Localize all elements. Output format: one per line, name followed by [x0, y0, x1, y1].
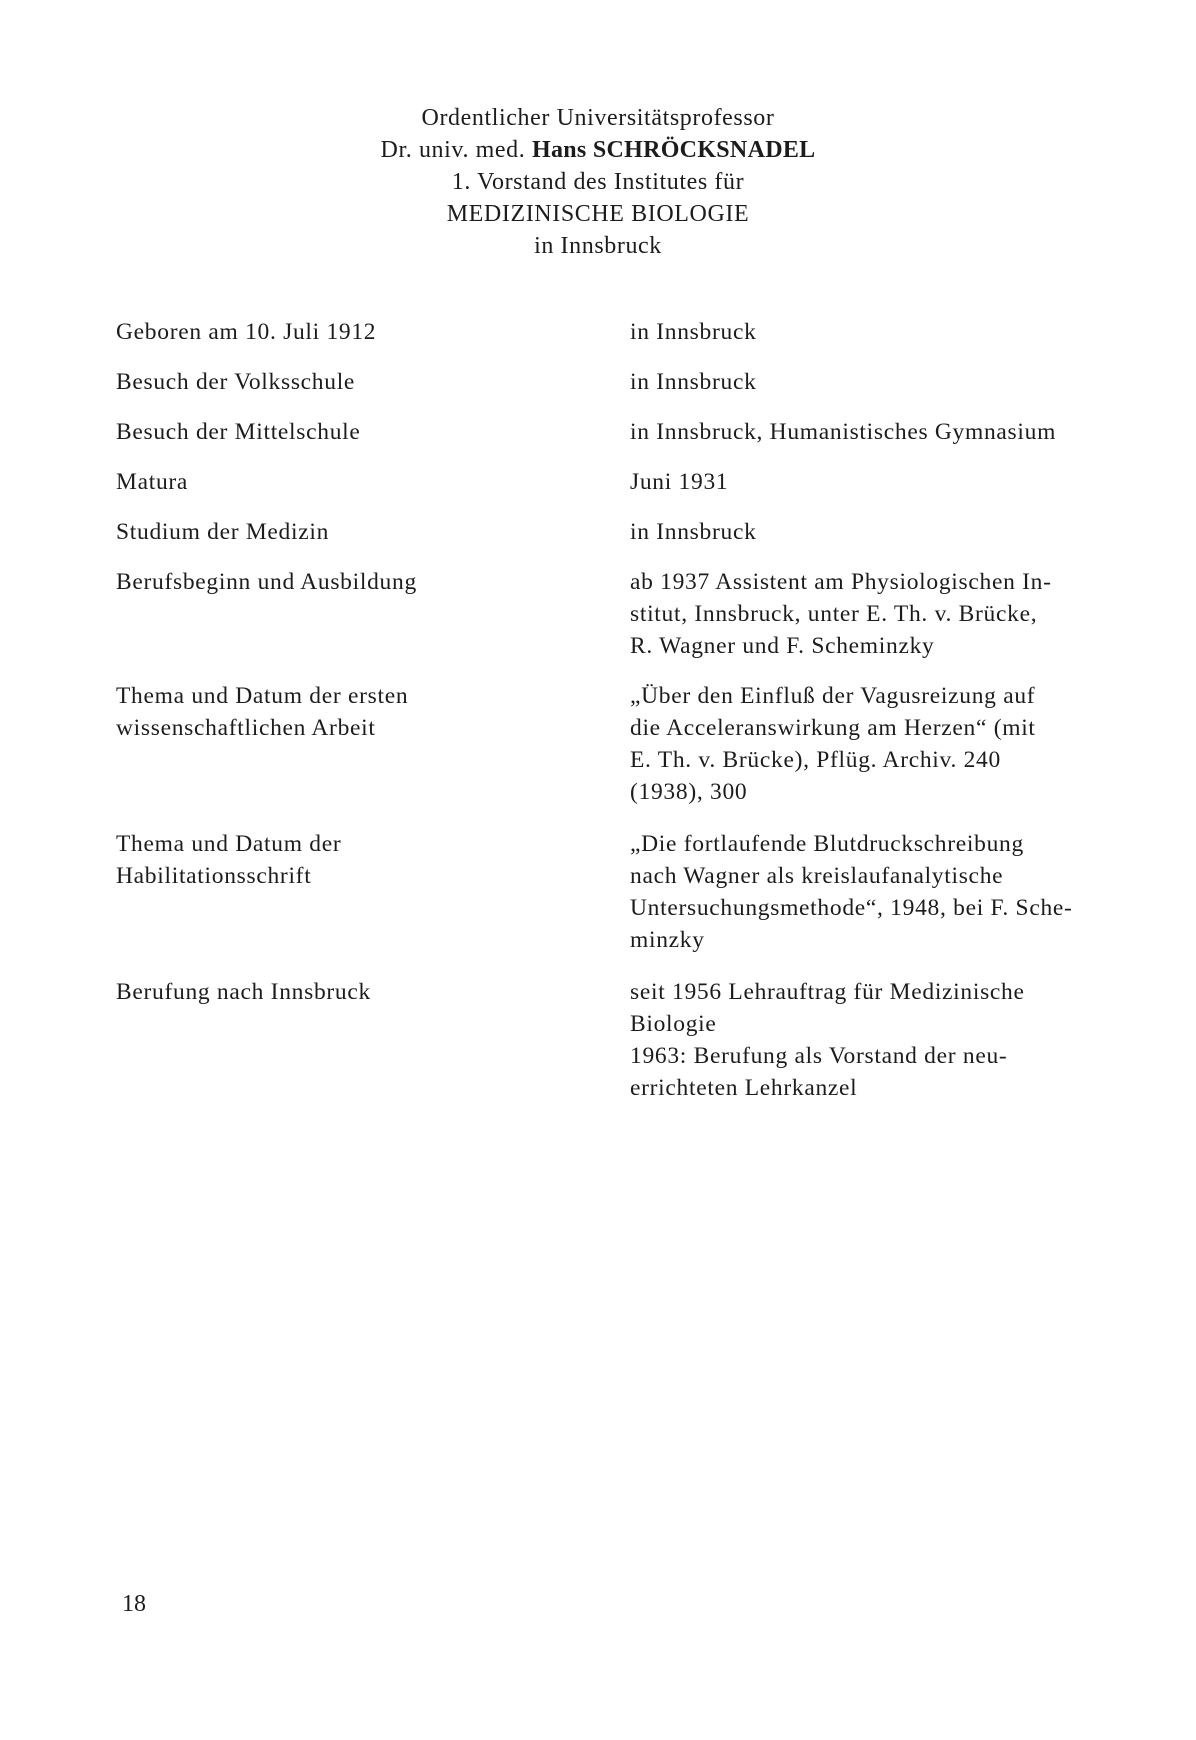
page-number: 18 — [122, 1591, 146, 1617]
cv-row-label — [116, 976, 630, 1008]
cv-label-line: Berufung nach Innsbruck — [116, 979, 371, 1005]
cv-value-line: Biologie — [630, 1011, 717, 1037]
cv-row — [116, 516, 1116, 548]
cv-value-line: stitut, Innsbruck, unter E. Th. v. Brücke, — [630, 601, 1038, 627]
cv-row-label — [116, 416, 630, 448]
cv-row-value — [630, 516, 1116, 548]
header-institute-line: MEDIZINISCHE BIOLOGIE — [446, 201, 750, 227]
header-name-line — [0, 134, 1196, 166]
cv-row-value — [630, 416, 1116, 448]
cv-value-line: minzky — [630, 927, 705, 953]
cv-row — [116, 466, 1116, 498]
cv-label-line: Studium der Medizin — [116, 519, 330, 545]
cv-value-line: R. Wagner und F. Scheminzky — [630, 633, 935, 659]
cv-value-line: in Innsbruck — [630, 319, 757, 345]
cv-value-line: die Acceleranswirkung am Herzen“ (mit — [630, 715, 1036, 741]
cv-row-value — [630, 366, 1116, 398]
header-name: Hans SCHRÖCKSNADEL — [531, 137, 816, 163]
cv-label-line: Habilitationsschrift — [116, 863, 312, 889]
cv-label-line: Besuch der Volksschule — [116, 369, 356, 395]
cv-row-value — [630, 828, 1116, 956]
cv-label-line: Besuch der Mittelschule — [116, 419, 361, 445]
header-position-line: 1. Vorstand des Institutes für — [451, 169, 745, 195]
cv-row — [116, 828, 1116, 956]
cv-row-value — [630, 976, 1116, 1104]
cv-row-value — [630, 566, 1116, 662]
header-block — [0, 102, 1196, 262]
cv-label-line: Berufsbeginn und Ausbildung — [116, 569, 417, 595]
header-title-line: Ordentlicher Universitätsprofessor — [421, 105, 775, 131]
cv-value-line: „Die fortlaufende Blutdruckschreibung — [630, 831, 1024, 857]
cv-value-line: nach Wagner als kreislaufanalytische — [630, 863, 1004, 889]
header-degree: Dr. univ. med. — [380, 137, 532, 163]
cv-row-value — [630, 466, 1116, 498]
cv-label-line: Thema und Datum der — [116, 831, 342, 857]
cv-row — [116, 566, 1116, 662]
cv-row-label — [116, 316, 630, 348]
cv-row-label — [116, 680, 630, 744]
cv-label-line: wissenschaftlichen Arbeit — [116, 715, 376, 741]
cv-value-line: seit 1956 Lehrauftrag für Medizinische — [630, 979, 1025, 1005]
cv-value-line: Untersuchungsmethode“, 1948, bei F. Sche- — [630, 895, 1073, 921]
cv-row — [116, 366, 1116, 398]
cv-value-line: ab 1937 Assistent am Physiologischen In- — [630, 569, 1052, 595]
cv-row — [116, 680, 1116, 808]
cv-row-label — [116, 516, 630, 548]
cv-table — [116, 316, 1116, 1104]
cv-row-label — [116, 828, 630, 892]
cv-row-value — [630, 680, 1116, 808]
cv-label-line: Matura — [116, 469, 189, 495]
cv-value-line: „Über den Einfluß der Vagusreizung auf — [630, 683, 1036, 709]
cv-row — [116, 316, 1116, 348]
cv-value-line: in Innsbruck, Humanistisches Gymnasium — [630, 419, 1057, 445]
cv-row-label — [116, 366, 630, 398]
cv-label-line: Thema und Datum der ersten — [116, 683, 409, 709]
cv-value-line: in Innsbruck — [630, 519, 757, 545]
cv-row — [116, 976, 1116, 1104]
cv-label-line: Geboren am 10. Juli 1912 — [116, 319, 377, 345]
cv-value-line: (1938), 300 — [630, 779, 748, 805]
cv-value-line: E. Th. v. Brücke), Pflüg. Archiv. 240 — [630, 747, 1001, 773]
cv-value-line: Juni 1931 — [630, 469, 729, 495]
header-location-line: in Innsbruck — [534, 233, 662, 259]
cv-value-line: errichteten Lehrkanzel — [630, 1075, 858, 1101]
cv-value-line: 1963: Berufung als Vorstand der neu- — [630, 1043, 1008, 1069]
cv-row-value — [630, 316, 1116, 348]
cv-row — [116, 416, 1116, 448]
cv-row-label — [116, 566, 630, 598]
cv-row-label — [116, 466, 630, 498]
cv-value-line: in Innsbruck — [630, 369, 757, 395]
